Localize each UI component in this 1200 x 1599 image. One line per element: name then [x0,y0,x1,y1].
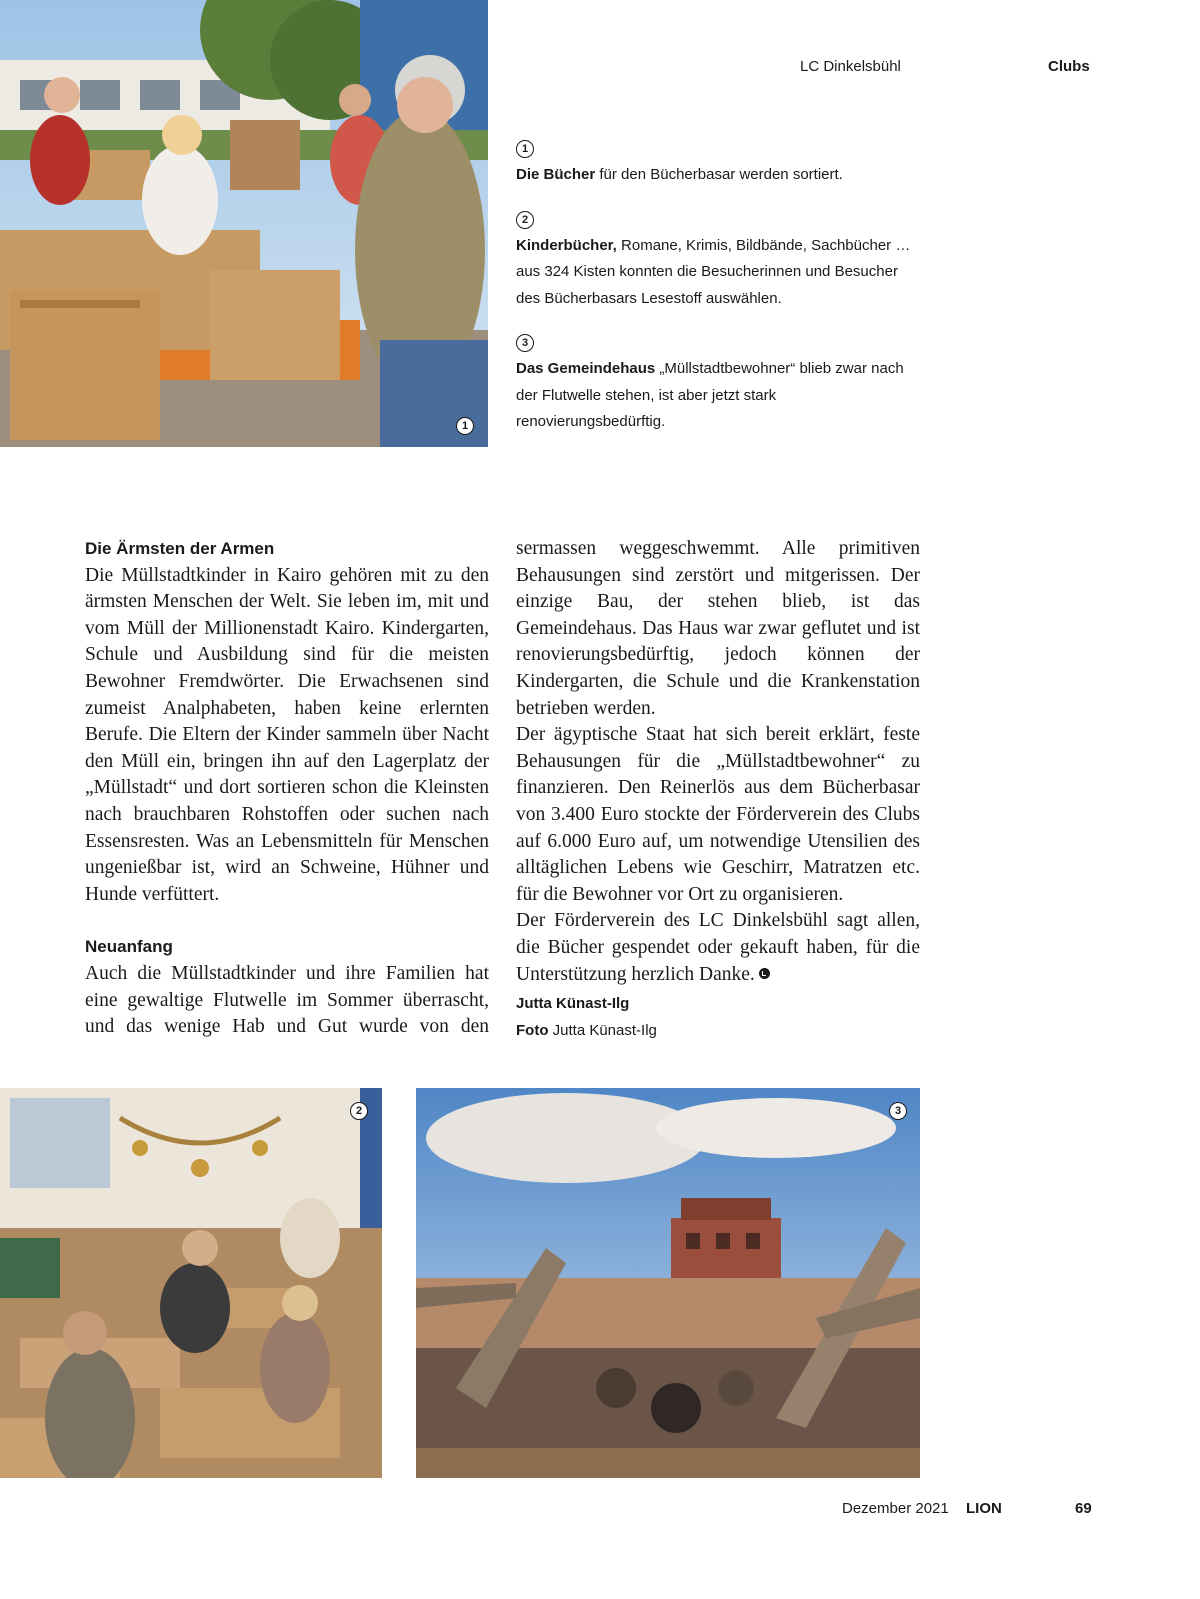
photo-book-bazaar [0,1088,382,1478]
article-column-1 [85,536,489,1041]
category-label: Clubs [1048,58,1090,75]
caption-lead: Kinderbücher, [516,236,617,254]
caption-lead: Die Bücher [516,166,596,183]
caption-text: für den Bücherbasar werden sortiert. [595,166,843,183]
caption-2 [516,211,916,313]
photo-credit-name: Jutta Künast-Ilg [548,1022,657,1039]
photo-number-badge: 2 [350,1102,368,1120]
caption-text: „Müllstadtbewohner“ blieb zwar nach der Flutwelle stehen, ist aber jetzt stark renovierungsbedürftig. [516,360,904,430]
section-heading: Die Ärmsten der Armen [85,539,275,558]
photo-number-badge: 1 [456,417,474,435]
caption-number: 1 [516,140,534,158]
article-paragraph: Der ägyptische Staat hat sich bereit erklärt, feste Behausungen für die „Müllstadtbewohner“ zu finanzieren. Den Reinerlös aus dem Bücherbasar von 3.400 Euro stockte der Förderverein des Clubs auf 6.000 Euro auf, um notwendige Utensilien des alltäglichen Lebens wie Geschirr, Matratzen etc. für die Bewohner vor Ort zu organisieren. [516,724,920,905]
article-paragraph: Die Müllstadtkinder in Kairo gehören mit zu den ärmsten Menschen der Welt. Sie leben im, mit und vom Müll der Millionenstadt Kairo. Kindergarten, Schule und Ausbildung sind für die meisten Bewohner Fremdwörter. Die Erwachsenen sind zumeist Analphabeten, haben keine erlernten Berufe. Die Eltern der Kinder sammeln über Nacht den Müll ein, bringen ihn auf den Lagerplatz der „Müllstadt“ und dort sortieren schon die Kleinsten nach brauchbaren Rohstoffen oder suchen nach Essensresten. Was an Lebensmitteln für Menschen ungenießbar ist, wird an Schweine, Hühner und Hunde verfüttert. [85,564,489,905]
caption-3 [516,334,916,436]
lion-end-icon [759,968,770,979]
caption-lead: Das Gemeindehaus [516,360,656,377]
issue-date: Dezember 2021 [842,1500,949,1517]
section-heading: Neuanfang [85,937,173,957]
article-paragraph-continued: sermassen weggeschwemmt. Alle primitiven Behausungen sind zerstört und mitgerissen. Der einzige Bau, der stehen blieb, ist das Gemeindehaus. Das Haus war zwar geflutet und ist renovierungsbedürftig, jedoch können der Kindergarten, die Schule und die Krankenstation betrieben werden. [516,538,920,719]
caption-number: 2 [516,211,534,229]
photo-community-house [416,1088,920,1478]
photo-book-sorting [0,0,488,447]
article-column-2 [516,536,920,988]
caption-text: Romane, Krimis, Bildbände, Sachbücher … aus 324 Kisten konnten die Besucherinnen und Besucher des Bücherbasars Lesestoff auswählen. [516,236,911,307]
caption-number: 3 [516,334,534,352]
photo-captions [516,140,916,458]
author-name: Jutta Künast-Ilg [516,995,630,1012]
page-number: 69 [1075,1500,1092,1517]
closing-text: Der Förderverein des LC Dinkelsbühl sagt allen, die Bücher gespendet oder gekauft haben, für die Unterstützung herzlich Danke. [516,910,920,985]
article-credits [516,990,657,1044]
magazine-name: LION [966,1500,1002,1517]
photo-number-badge: 3 [889,1102,907,1120]
article-paragraph [516,908,920,988]
caption-1 [516,140,916,189]
article-paragraph: Auch die Müllstadtkinder und ihre Familien hat eine gewaltige Flutwelle im Sommer überrascht, und das wenige Hab und Gut wurde von den [85,962,489,1038]
section-label: LC Dinkelsbühl [800,58,901,75]
photo-credit-label: Foto [516,1022,549,1039]
